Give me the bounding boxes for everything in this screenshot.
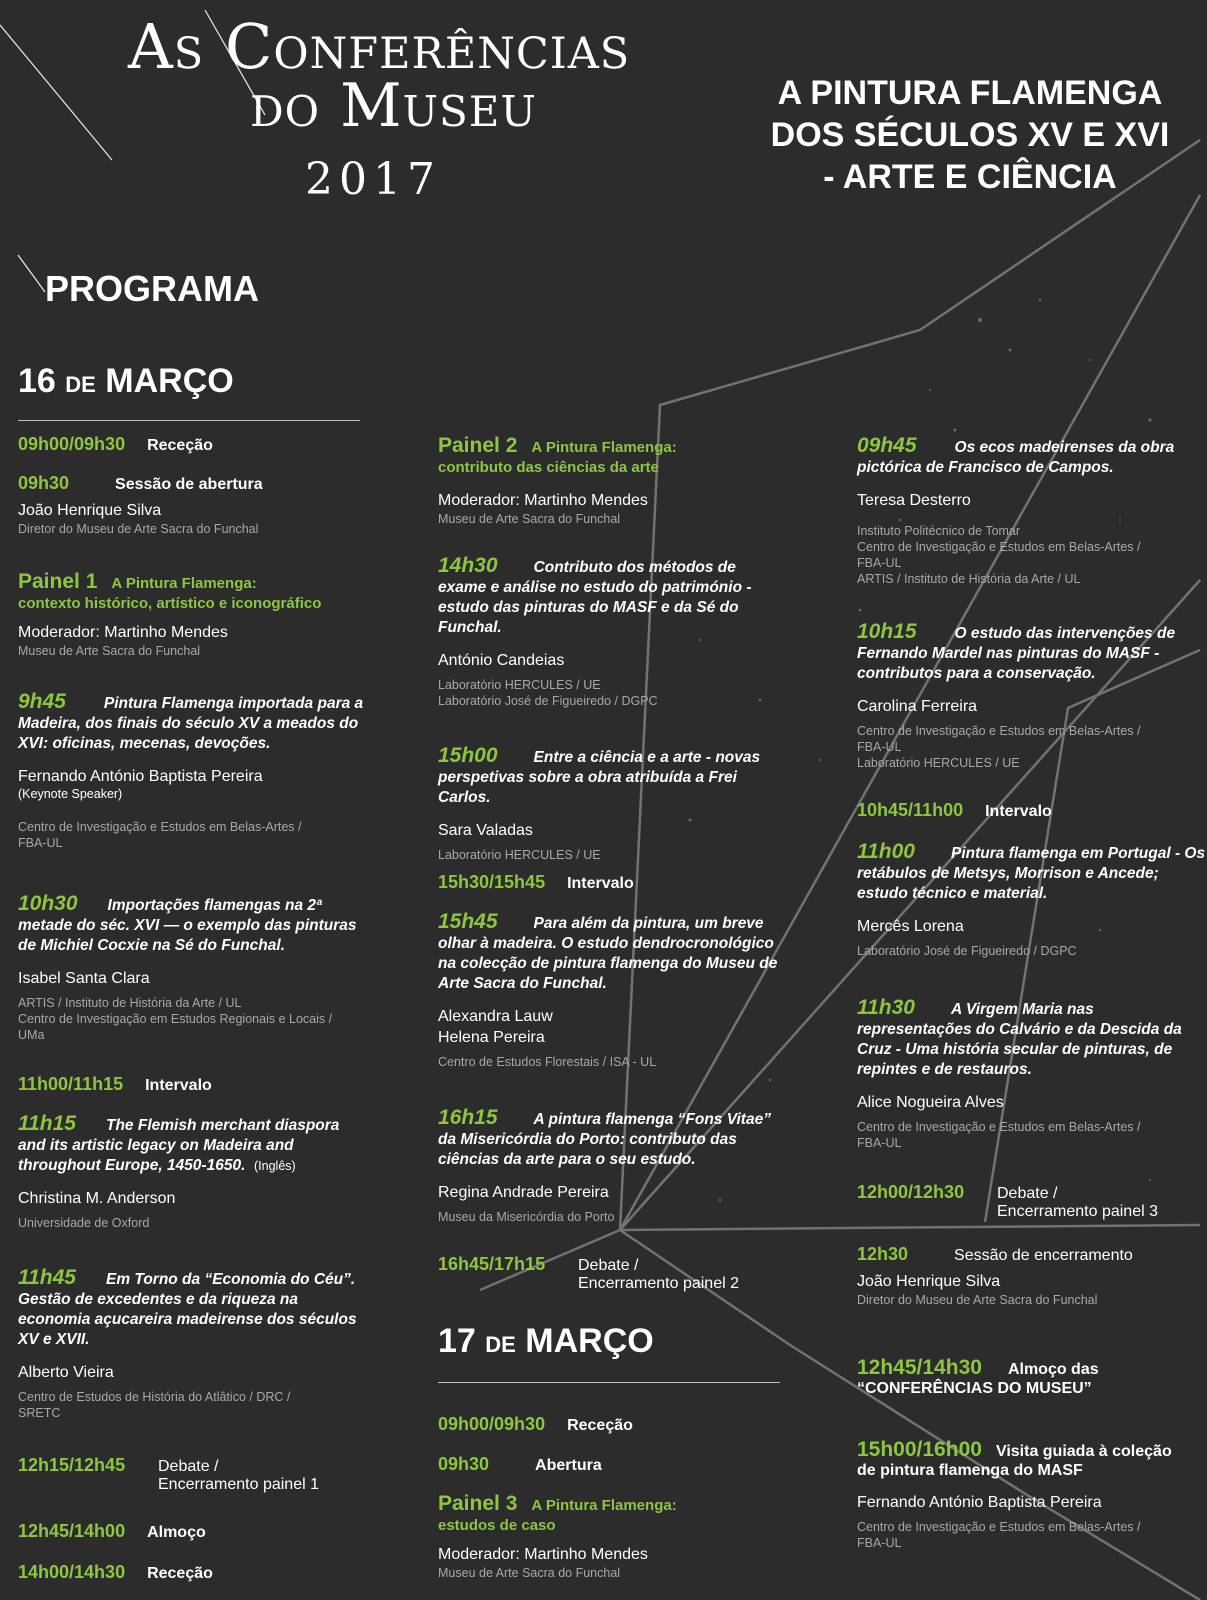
c3-talk-1130 [857,998,1207,1151]
time: 15h45 [438,910,498,933]
c3-debate [857,1182,1207,1221]
programa-heading: PROGRAMA [45,268,259,309]
title-lead: The Flemish merchant diaspora [106,1117,340,1134]
day16-heading [18,362,234,401]
affiliation-4: ARTIS / Instituto de História da Arte / UL [857,572,1081,586]
affiliation-2: FBA-UL [857,740,902,754]
time: 12h00/12h30 [857,1182,965,1202]
c2-talk-1430 [438,556,788,709]
moderator: Moderador: Martinho Mendes [438,492,648,509]
logo-line-2: do Museu [250,71,537,141]
time: 15h30/15h45 [438,872,546,892]
affiliation: Museu de Arte Sacra do Funchal [438,1566,621,1580]
panel-title-2: contributo das ciências da arte [438,459,659,476]
affiliation-2: FBA-UL [18,836,63,850]
label-2: Encerramento painel 1 [158,1476,319,1493]
label-1: Almoço das [1007,1361,1099,1378]
day16-de: DE [65,372,96,397]
affiliation: Universidade de Oxford [18,1216,150,1230]
speaker-1: Alexandra Lauw [438,1008,553,1025]
affiliation: Museu de Arte Sacra do Funchal [18,644,201,658]
time: 11h00/11h15 [18,1074,124,1094]
speaker: João Henrique Silva [18,502,162,519]
time: 09h30 [438,1454,490,1474]
c1-rececao-2 [18,1562,368,1583]
speaker: Alberto Vieira [18,1364,114,1381]
title-lead: Entre a ciência e a arte - novas [533,749,761,766]
time: 10h30 [18,892,78,915]
speaker: Mercês Lorena [857,918,964,935]
title-lead: Contributo dos métodos de [533,559,736,576]
event-title-line-1: A PINTURA FLAMENGA [777,74,1163,112]
label: Intervalo [985,803,1052,820]
time: 09h00/09h30 [18,434,126,454]
affiliation-1: Centro de Investigação e Estudos em Belas-Artes / [857,1120,1141,1134]
speaker: Alice Nogueira Alves [857,1094,1004,1111]
panel-number: Painel 3 [438,1492,518,1515]
panel-number: Painel 1 [18,570,98,593]
day17-de: DE [485,1332,516,1357]
event-title-line-2: DOS SÉCULOS XV E XVI [770,116,1170,154]
speaker: Fernando António Baptista Pereira [857,1494,1102,1511]
label: Sessão de encerramento [954,1247,1133,1264]
title-rest: metade do séc. XVI — o exemplo das pinturas de Michiel Cocxie na Sé do Funchal. [18,917,357,954]
title-rest: - Os retábulos de Metsys, Morrison e Ancede; estudo técnico e material. [857,845,1206,902]
time: 11h00 [857,840,915,863]
title-rest: exame e análise no estudo do património - estudo das pinturas do MASF e da Sé do Funchal. [438,579,752,636]
c1-intervalo [18,1074,368,1095]
c1-talk-0945 [18,692,368,851]
time: 09h45 [857,434,917,457]
title-rest: da Misericórdia do Porto: contributo das ciências da arte para o seu estudo. [438,1131,737,1168]
day16-divider [18,420,360,421]
time: 11h45 [18,1266,76,1289]
label: Intervalo [567,875,634,892]
affiliation-3: UMa [18,1028,45,1042]
c2-intervalo [438,872,788,893]
affiliation: Laboratório HERCULES / UE [438,848,601,862]
time: 16h15 [438,1106,498,1129]
label-2: Encerramento painel 2 [578,1275,739,1292]
c2-abertura-17 [438,1454,788,1475]
time: 11h30 [857,996,915,1019]
title-rest: olhar à madeira. O estudo dendrocronológico na colecção de pintura flamenga do Museu de Arte Sacra do Funchal. [438,935,778,992]
c3-intervalo [857,800,1207,821]
moderator: Moderador: Martinho Mendes [18,624,228,641]
affiliation: Diretor do Museu de Arte Sacra do Funchal [18,522,259,536]
affiliation: Museu da Misericórdia do Porto [438,1210,615,1224]
title-rest: para a Madeira, dos finais do século XV a meados do XVI: oficinas, mecenas, devoções. [18,695,364,752]
label-1: Visita guiada à coleção [995,1443,1172,1460]
title-rest: pictórica de Francisco de Campos. [857,459,1114,476]
affiliation: Diretor do Museu de Arte Sacra do Funchal [857,1293,1098,1307]
c2-painel2 [438,436,788,527]
title-lead: O estudo das intervenções de [954,625,1176,642]
title-lead: Pintura flamenga em Portugal [951,845,1171,862]
moderator: Moderador: Martinho Mendes [438,1546,648,1563]
c3-talk-0945 [857,436,1207,587]
title-rest: and its artistic legacy on Madeira and throughout Europe, 1450-1650. [18,1137,294,1174]
affiliation-1: Instituto Politécnico de Tomar [857,524,1021,538]
c2-rececao-17 [438,1414,788,1435]
label-1: Debate / [158,1458,219,1475]
logo-year: 2017 [305,154,441,205]
speaker: Teresa Desterro [857,492,971,509]
speaker: Carolina Ferreira [857,698,978,715]
title-lead: Importações flamengas na 2ª [107,897,322,914]
c3-visita [857,1438,1207,1551]
c3-talk-1100 [857,842,1207,959]
label: Almoço [147,1524,206,1541]
day17-month: MARÇO [525,1322,654,1360]
c3-almoco [857,1356,1207,1398]
time: 12h45/14h00 [18,1521,126,1541]
speaker: Isabel Santa Clara [18,970,150,987]
title-lead: A Virgem Maria nas [951,1001,1094,1018]
affiliation-1: ARTIS / Instituto de História da Arte / UL [18,996,242,1010]
time: 09h00/09h30 [438,1414,546,1434]
speaker: António Candeias [438,652,565,669]
affiliation-2: FBA-UL [857,1536,902,1550]
c1-rececao [18,434,368,455]
day17-number: 17 [438,1322,476,1360]
speaker-2: Helena Pereira [438,1029,545,1046]
time: 10h15 [857,620,917,643]
panel-title-1: A Pintura Flamenga: [531,1497,677,1514]
c2-painel3 [438,1494,788,1581]
event-title [735,72,1205,198]
c1-abertura [18,473,368,537]
time: 09h30 [18,473,70,493]
label: Receção [567,1417,633,1434]
c1-talk-1115 [18,1114,368,1231]
time: 15h00/16h00 [857,1438,982,1461]
c3-talk-1015 [857,622,1207,771]
c3-encerramento [857,1244,1207,1308]
time: 14h00/14h30 [18,1562,126,1582]
title-rest: Fernando Mardel nas pinturas do MASF - contributos para a conservação. [857,645,1160,682]
c2-talk-1545 [438,912,788,1070]
label: Sessão de abertura [115,476,263,493]
panel-title-1: A Pintura Flamenga: [531,439,677,456]
c1-talk-1030 [18,894,368,1043]
time: 9h45 [18,690,66,713]
title-rest: Céu”. Gestão de excedentes e da riqueza na economia açucareira madeirense dos séculos XV e XVII. [18,1271,357,1348]
affiliation-2: Centro de Investigação em Estudos Regionais e Locais / [18,1012,333,1026]
time: 11h15 [18,1112,76,1135]
label: Receção [147,437,213,454]
label: Abertura [535,1457,602,1474]
label-1: Debate / [578,1257,639,1274]
affiliation-2: SRETC [18,1406,61,1420]
time: 10h45/11h00 [857,800,964,820]
speaker: Fernando António Baptista Pereira [18,768,263,785]
title-lead: Pintura Flamenga importada [103,695,314,712]
time: 12h15/12h45 [18,1455,126,1475]
logo-line-1: As Conferências [128,10,631,83]
title-rest: representações do Calvário e da Descida da Cruz - Uma história secular de pinturas, de repintes e de restauros. [857,1021,1182,1078]
day17-divider [438,1382,780,1383]
affiliation-1: Centro de Investigação e Estudos em Belas-Artes / [857,724,1141,738]
label-2: Encerramento painel 3 [997,1203,1158,1220]
c2-talk-1615 [438,1108,788,1225]
time: 14h30 [438,554,498,577]
panel-title-2: contexto histórico, artístico e iconográfico [18,595,322,612]
time: 12h45/14h30 [857,1356,982,1379]
title-lead: Os ecos madeirenses da obra [954,439,1175,456]
title-rest: perspetivas sobre a obra atribuída a Frei Carlos. [438,769,737,806]
label: Receção [147,1565,213,1582]
time: 15h00 [438,744,498,767]
time: 16h45/17h15 [438,1254,546,1274]
panel-title-2: estudos de caso [438,1517,556,1534]
c1-painel1 [18,572,368,659]
affiliation: Laboratório José de Figueiredo / DGPC [857,944,1077,958]
event-title-line-3: - ARTE E CIÊNCIA [823,158,1117,196]
panel-number: Painel 2 [438,434,518,457]
affiliation-1: Centro de Estudos de História do Atlâtico / DRC / [18,1390,291,1404]
time: 12h30 [857,1244,909,1264]
title-lead: Em Torno da “Economia do [106,1271,310,1288]
affiliation: Museu de Arte Sacra do Funchal [438,512,621,526]
label-2: “CONFERÊNCIAS DO MUSEU” [857,1380,1092,1397]
affiliation-2: Centro de Investigação e Estudos em Belas-Artes / [857,540,1141,554]
affiliation-1: Centro de Investigação e Estudos em Belas-Artes / [857,1520,1141,1534]
language-note: (Inglês) [254,1159,296,1173]
speaker: Sara Valadas [438,822,533,839]
label: Intervalo [145,1077,212,1094]
c1-debate [18,1455,368,1494]
c2-talk-1500 [438,746,788,863]
label-2: de pintura flamenga do MASF [857,1462,1083,1479]
affiliation-1: Laboratório HERCULES / UE [438,678,601,692]
title-lead: Para além da pintura, um breve [533,915,764,932]
title-lead: A pintura flamenga “Fons Vitae” [533,1111,771,1128]
c1-talk-1145 [18,1268,368,1421]
speaker-note: (Keynote Speaker) [18,787,123,801]
day16-number: 16 [18,362,56,400]
affiliation-3: FBA-UL [857,556,902,570]
speaker: João Henrique Silva [857,1273,1001,1290]
speaker: Christina M. Anderson [18,1190,176,1207]
affiliation-2: FBA-UL [857,1136,902,1150]
affiliation: Centro de Estudos Florestais / ISA - UL [438,1055,657,1069]
c2-debate [438,1254,788,1293]
speaker: Regina Andrade Pereira [438,1184,609,1201]
c1-almoco [18,1521,368,1542]
day16-month: MARÇO [105,362,234,400]
affiliation-2: Laboratório José de Figueiredo / DGPC [438,694,658,708]
affiliation-3: Laboratório HERCULES / UE [857,756,1020,770]
panel-title-1: A Pintura Flamenga: [111,575,257,592]
label-1: Debate / [997,1185,1058,1202]
day17-heading [438,1322,654,1361]
affiliation-1: Centro de Investigação e Estudos em Belas-Artes / [18,820,302,834]
